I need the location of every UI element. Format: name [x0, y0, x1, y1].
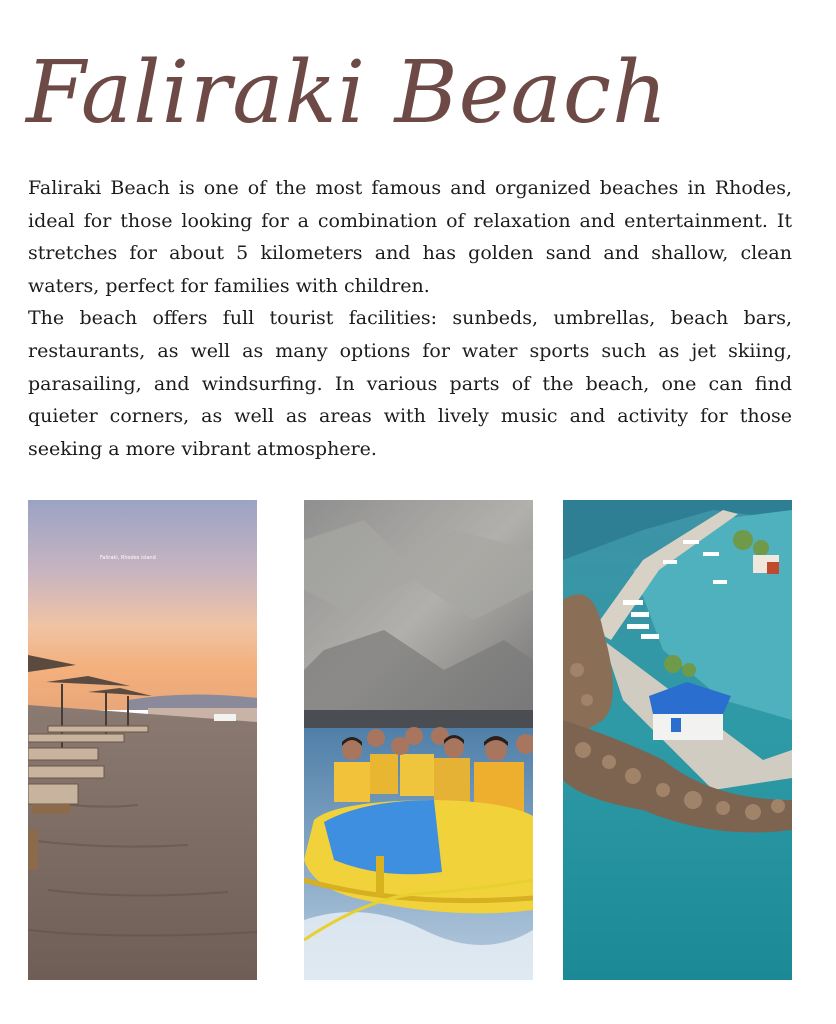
paragraph-intro: Faliraki Beach is one of the most famous and organized beaches in Rhodes, ideal for those looking for a combination of relaxation and entertainment. It stretches for about 5 kilometers and has golden sand and shallow, clean waters, perfect for families with children. — [28, 177, 792, 297]
page-title: Faliraki Beach — [26, 43, 669, 143]
photo-harbor-chapel — [563, 500, 792, 980]
paragraph-facilities: The beach offers full tourist facilities: sunbeds, umbrellas, beach bars, restaurants, as well as many options for water sports such as jet skiing, parasailing, and windsurfing. In various parts of the beach, one can find quieter corners, as well as areas with lively music and activity for those seeking a more vibrant atmosphere. — [28, 307, 792, 460]
photo-banana-boat — [304, 500, 533, 980]
article-body — [28, 172, 792, 465]
photo-sunset-beach — [28, 500, 257, 980]
photo-caption: Faliraki, Rhodes island — [100, 555, 156, 561]
